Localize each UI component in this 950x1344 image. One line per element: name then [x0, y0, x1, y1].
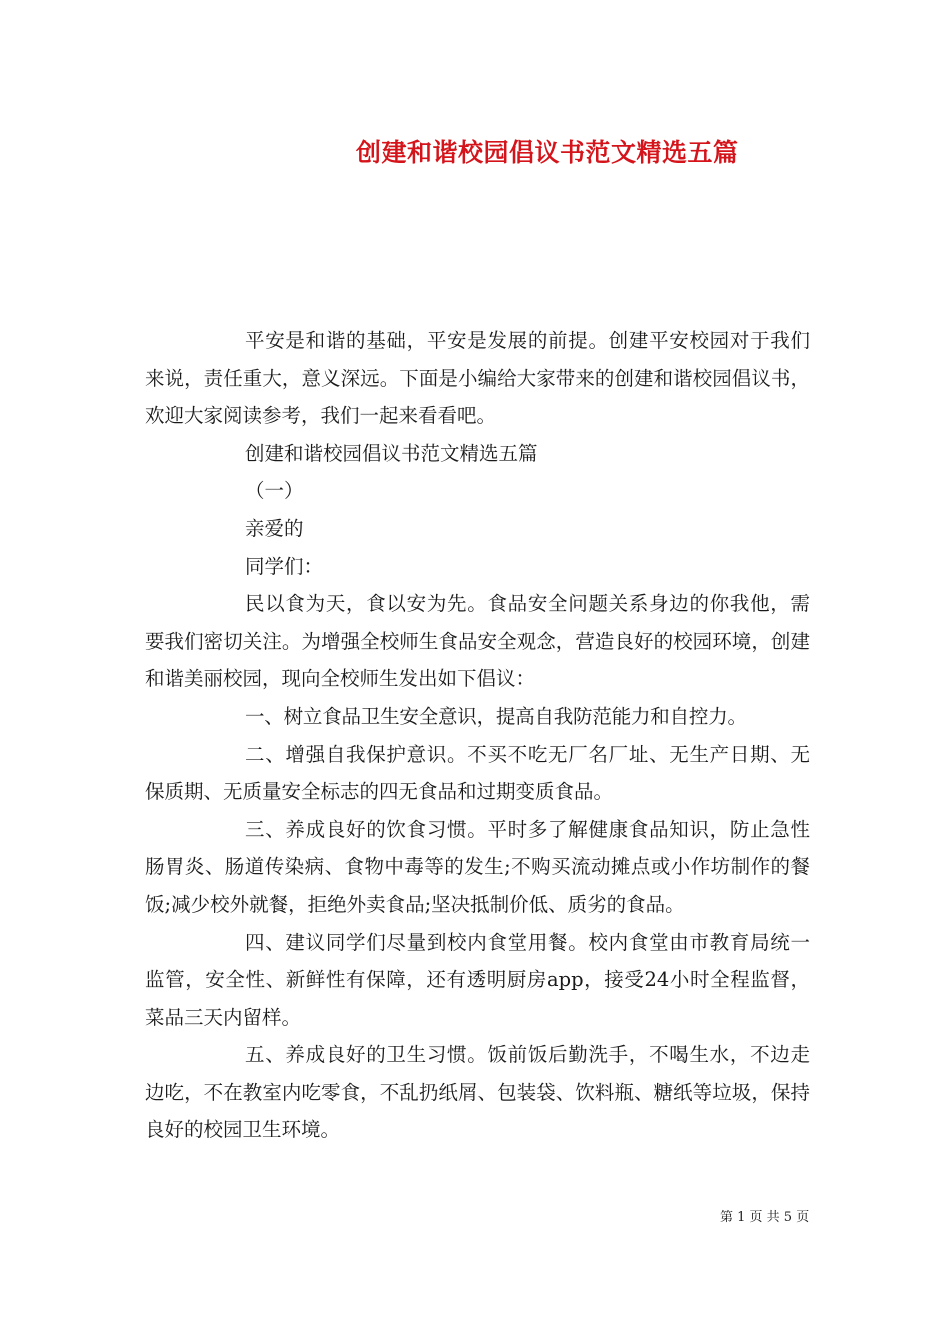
- section-number: （一）: [245, 479, 304, 503]
- body-paragraph: 民以食为天，食以安为先。食品安全问题关系身边的你我他，需要我们密切关注。为增强全校师生食品安全观念，营造良好的校园环境，创建和谐美丽校园，现向全校师生发出如下倡议：: [145, 592, 810, 691]
- proposal-item-2: 二、增强自我保护意识。不买不吃无厂名厂址、无生产日期、无保质期、无质量安全标志的四无食品和过期变质食品。: [145, 742, 810, 804]
- document-body: [145, 322, 810, 1149]
- proposal-item-1: 一、树立食品卫生安全意识，提高自我防范能力和自控力。: [245, 704, 747, 728]
- intro-paragraph: 平安是和谐的基础，平安是发展的前提。创建平安校园对于我们来说，责任重大，意义深远。下面是小编给大家带来的创建和谐校园倡议书，欢迎大家阅读参考，我们一起来看看吧。: [145, 329, 810, 428]
- proposal-item-3: 三、养成良好的饮食习惯。平时多了解健康食品知识，防止急性肠胃炎、肠道传染病、食物中毒等的发生;不购买流动摊点或小作坊制作的餐饭;减少校外就餐，拒绝外卖食品;坚决抵制价低、质劣的食品。: [145, 817, 810, 916]
- page-number-footer: 第 1 页 共 5 页: [720, 1210, 810, 1225]
- salutation-line-2: 同学们：: [245, 554, 324, 578]
- document-title: 创建和谐校园倡议书范文精选五篇: [356, 138, 739, 167]
- proposal-item-4: 四、建议同学们尽量到校内食堂用餐。校内食堂由市教育局统一监管，安全性、新鲜性有保障，还有透明厨房app，接受24小时全程监督，菜品三天内留样。: [145, 930, 810, 1029]
- proposal-item-5: 五、养成良好的卫生习惯。饭前饭后勤洗手，不喝生水，不边走边吃，不在教室内吃零食，不乱扔纸屑、包装袋、饮料瓶、糖纸等垃圾，保持良好的校园卫生环境。: [145, 1043, 810, 1142]
- salutation-line-1: 亲爱的: [245, 516, 304, 540]
- section-heading: 创建和谐校园倡议书范文精选五篇: [245, 441, 538, 465]
